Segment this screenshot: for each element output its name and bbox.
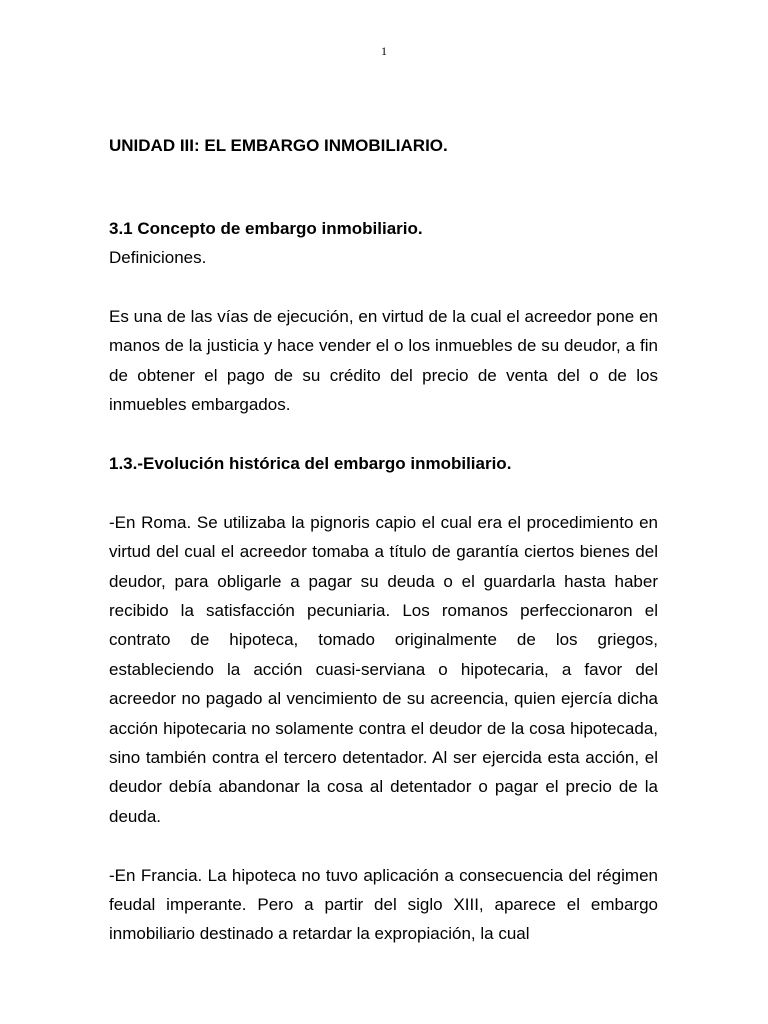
paragraph-francia: -En Francia. La hipoteca no tuvo aplicación a consecuencia del régimen feudal imperante. Pero a partir del siglo XIII, aparece el embargo inmobiliario destinado a retardar la expropiación, la cual [109, 865, 658, 944]
page-number: 1 [381, 44, 387, 58]
paragraph-roma: -En Roma. Se utilizaba la pignoris capio el cual era el procedimiento en virtud del cual el acreedor tomaba a título de garantía ciertos bienes del deudor, para obligarle a pagar su deuda o el guardarla hasta haber recibido la satisfacción pecuniaria. Los romanos perfeccionaron el contrato de hipoteca, tomado originalmente de los griegos, estableciendo la acción cuasi-serviana o hipotecaria, a favor del acreedor no pagado al vencimiento de su acreencia, quien ejercía dicha acción hipotecaria no solamente contra el deudor de la cosa hipotecada, sino también contra el tercero detentador. Al ser ejercida esta acción, el deudor debía abandonar la cosa al detentador o pagar el precio de la deuda. [109, 512, 658, 826]
paragraph-definition: Es una de las vías de ejecución, en virtud de la cual el acreedor pone en manos de la justicia y hace vender el o los inmuebles de su deudor, a fin de obtener el pago de su crédito del precio de venta del o de los inmuebles embargados. [109, 307, 658, 415]
spacer [109, 831, 658, 860]
section-subheading-definitions: Definiciones. [109, 248, 207, 268]
spacer [109, 478, 658, 507]
spacer [109, 420, 658, 449]
spacer [109, 160, 658, 189]
document-body [109, 131, 658, 949]
spacer [109, 190, 658, 214]
section-heading-history: 1.3.-Evolución histórica del embargo inmobiliario. [109, 454, 512, 474]
unit-title: UNIDAD III: EL EMBARGO INMOBILIARIO. [109, 136, 448, 155]
section-heading-concept: 3.1 Concepto de embargo inmobiliario. [109, 218, 423, 238]
spacer [109, 273, 658, 302]
